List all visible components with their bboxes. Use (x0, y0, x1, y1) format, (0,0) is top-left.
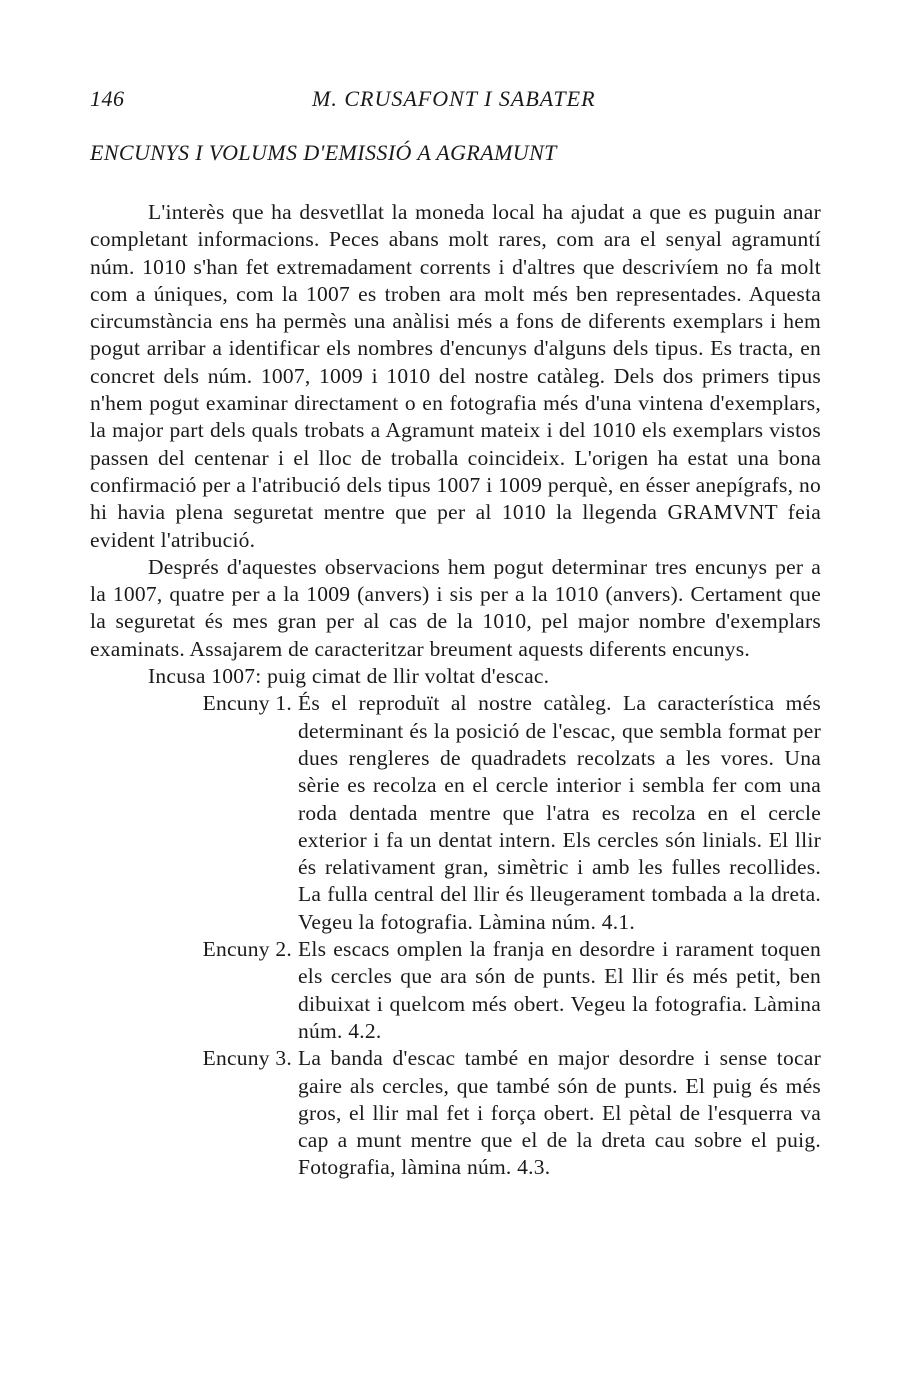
die-label: Encuny 3. (202, 1046, 292, 1071)
die-description: Els escacs omplen la franja en desordre i rarament toquen els cercles que ara són de punts. El llir és més petit, ben dibuixat i quelcom més obert. Vegeu la fotografia. Làmina núm. 4.2. (298, 937, 821, 1043)
die-label: Encuny 1. (202, 691, 292, 716)
die-entry (90, 1045, 821, 1181)
page-number: 146 (90, 86, 125, 111)
die-entry (90, 936, 821, 1045)
body-text (90, 199, 821, 1182)
die-description: És el reproduït al nostre catàleg. La característica més determinant és la posició de l'escac, que sembla format per dues rengleres de quadradets recolzats a les vores. Una sèrie es recolza en el cercle interior i sembla fer com una roda dentada mentre que l'atra es recolza en el cercle exterior i fa un dentat intern. Els cercles són linials. El llir és relativament gran, simètric i amb les fulles recollides. La fulla central del llir és lleugerament tombada a la dreta. Vegeu la fotografia. Làmina núm. 4.1. (298, 691, 821, 934)
running-title: M. CRUSAFONT I SABATER (312, 86, 596, 111)
section-heading: ENCUNYS I VOLUMS D'EMISSIÓ A AGRAMUNT (90, 140, 557, 165)
paragraph: Després d'aquestes observacions hem pogut determinar tres encunys per a la 1007, quatre per a la 1009 (anvers) i sis per a la 1010 (anvers). Certament que la seguretat és mes gran per al cas de la 1010, pel major nombre d'exemplars examinats. Assajarem de caracteritzar breument aquests diferents encunys. (90, 554, 821, 661)
die-label: Encuny 2. (202, 937, 292, 962)
die-entry (90, 690, 821, 936)
type-description: Incusa 1007: puig cimat de llir voltat d'escac. (148, 664, 550, 689)
running-header (90, 86, 830, 118)
paragraph: L'interès que ha desvetllat la moneda local ha ajudat a que es puguin anar completant informacions. Peces abans molt rares, com ara el senyal agramuntí núm. 1010 s'han fet extremadament corrents i d'altres que descrivíem no fa molt com a úniques, com la 1007 es troben ara molt més ben representades. Aquesta circumstància ens ha permès una anàlisi més a fons de diferents exemplars i hem pogut arribar a identificar els nombres d'encunys d'alguns dels tipus. Es tracta, en concret dels núm. 1007, 1009 i 1010 del nostre catàleg. Dels dos primers tipus n'hem pogut examinar directament o en fotografia més d'una vintena d'exemplars, la major part dels quals trobats a Agramunt mateix i del 1010 els exemplars vistos passen del centenar i el lloc de troballa coincideix. L'origen ha estat una bona confirmació per a l'atribució dels tipus 1007 i 1009 perquè, en ésser anepígrafs, no hi havia plena seguretat mentre que per al 1010 la llegenda GRAMVNT feia evident l'atribució. (90, 200, 821, 552)
die-description: La banda d'escac també en major desordre i sense tocar gaire als cercles, que també són de punts. El puig és més gros, el llir mal fet i força obert. El pètal de l'esquerra va cap a munt mentre que el de la dreta cau sobre el puig. Fotografia, làmina núm. 4.3. (298, 1046, 821, 1180)
